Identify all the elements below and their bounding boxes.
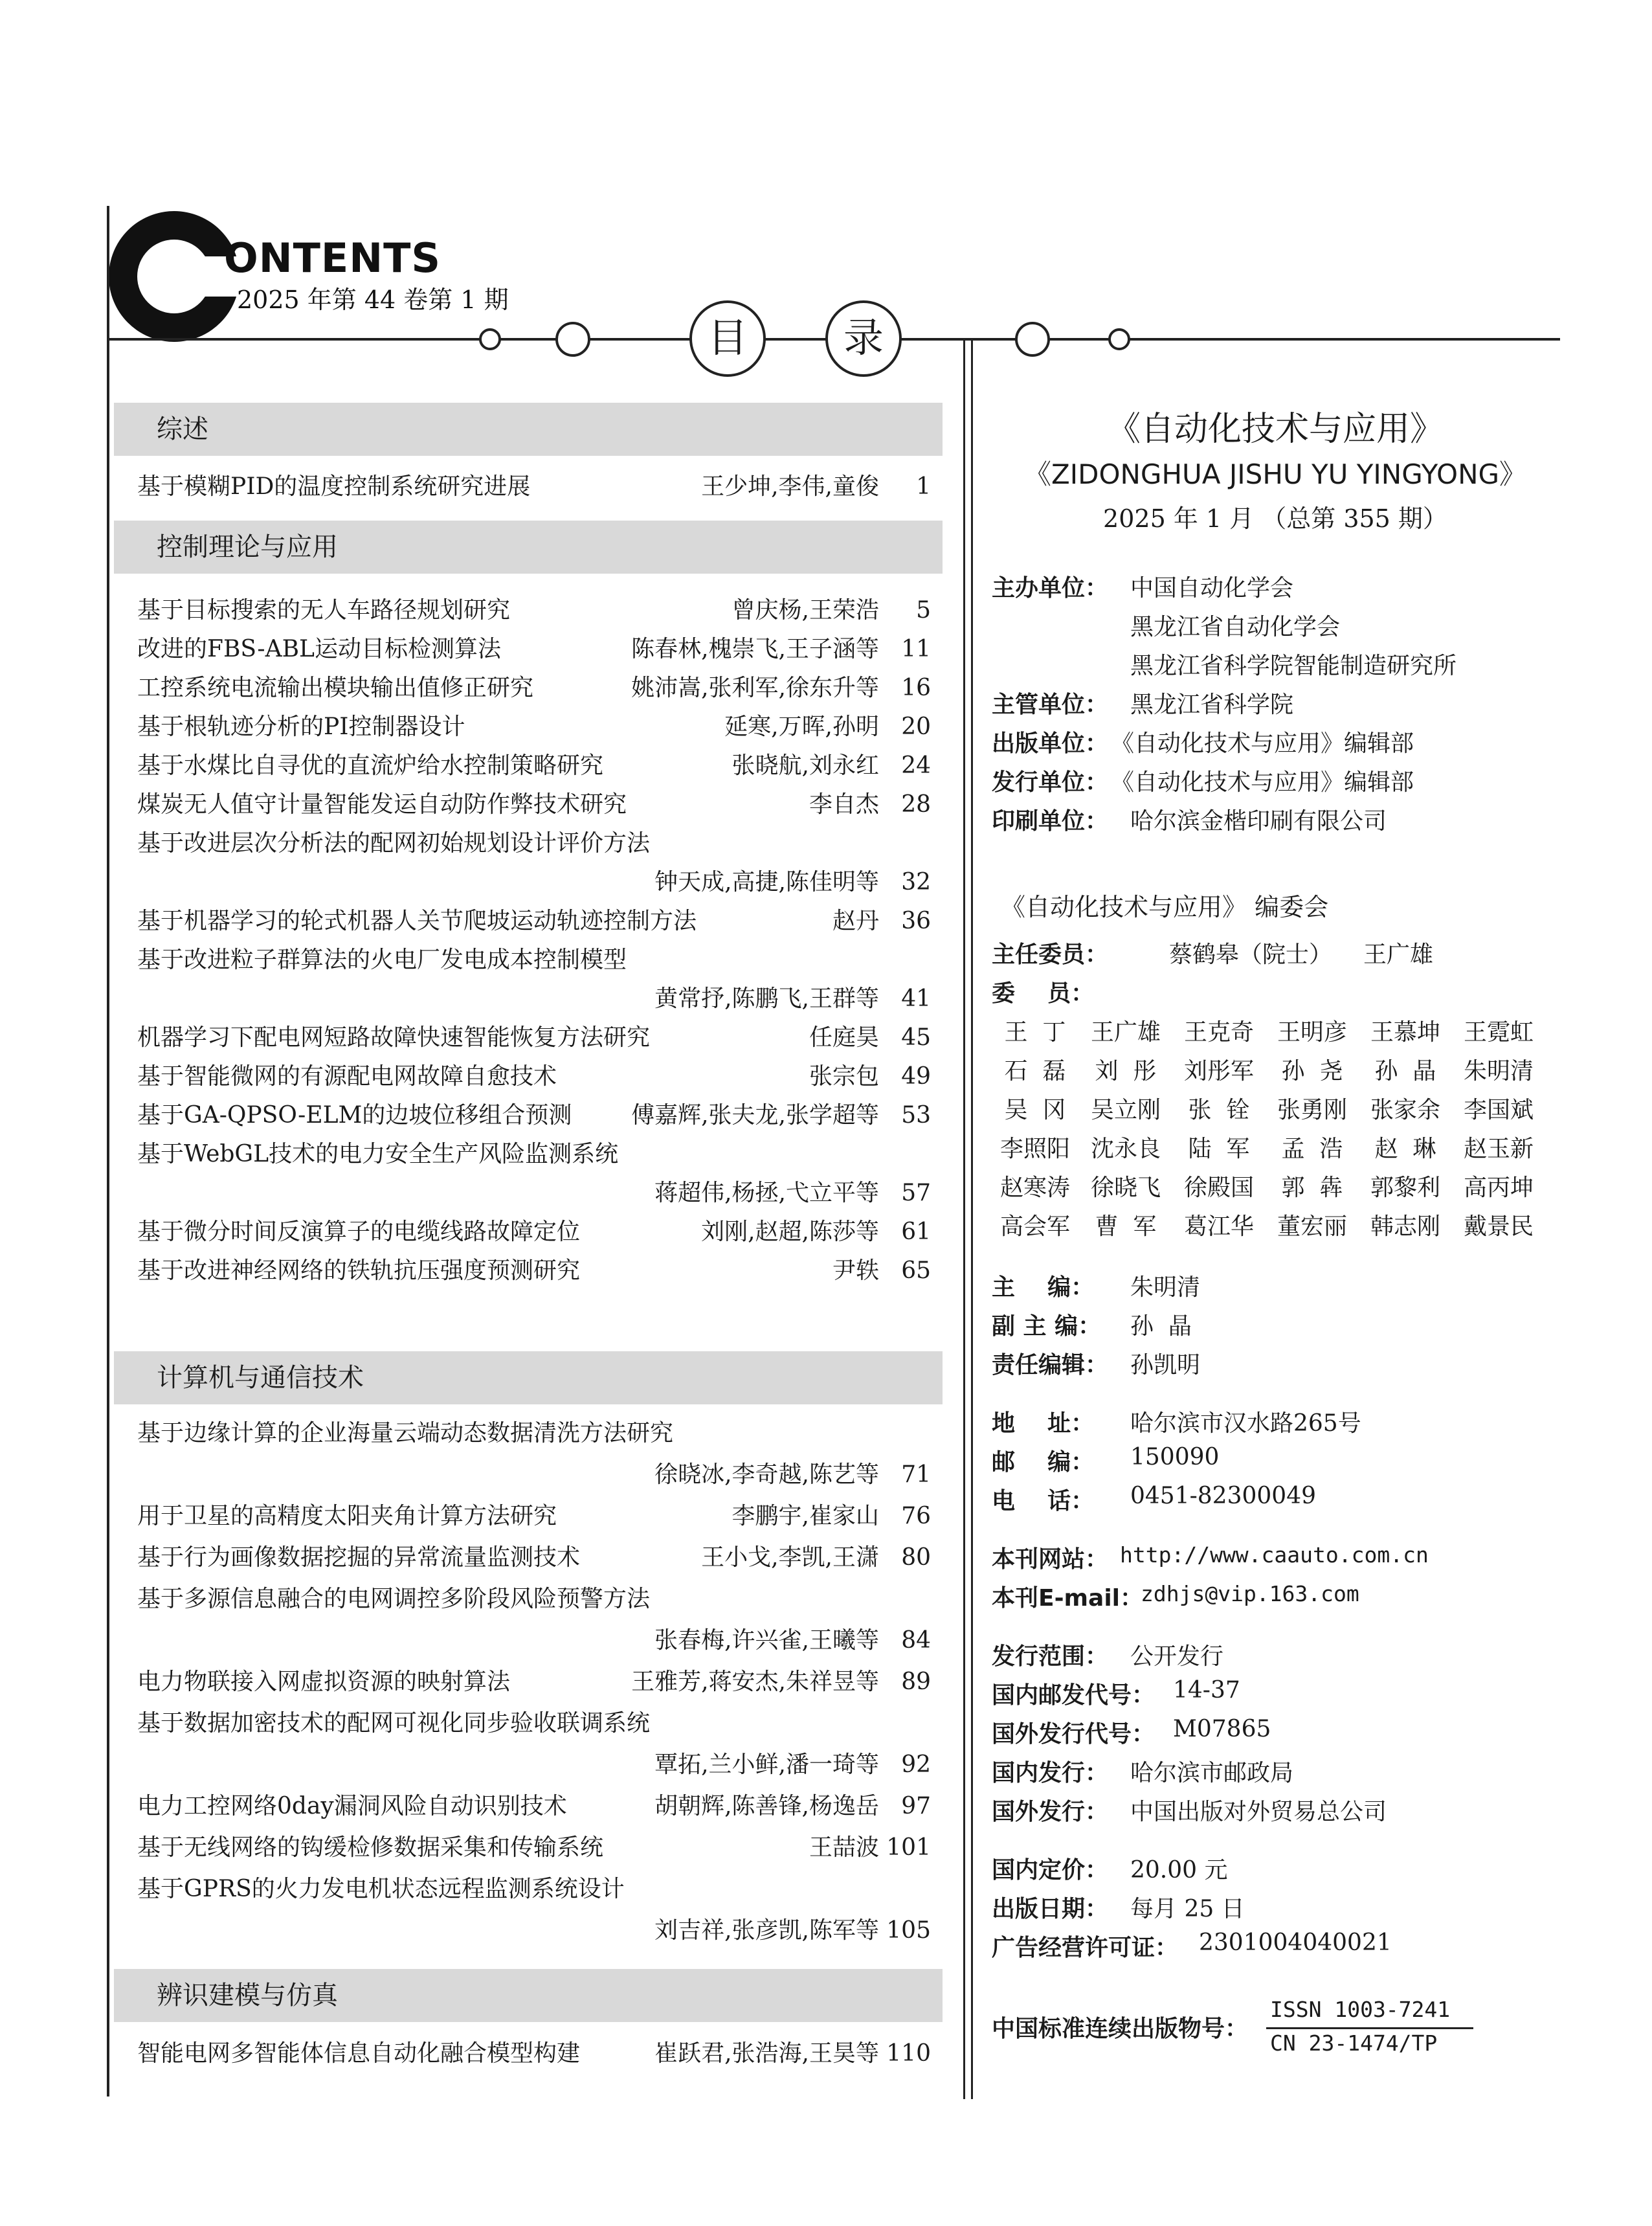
section-header-review: 综述 (114, 403, 943, 456)
toc-entry[interactable] (137, 1832, 931, 1864)
board-member: 徐晓飞 (1090, 1175, 1161, 1201)
toc-title: 机器学习下配电网短路故障快速智能恢复方法研究 (137, 1024, 651, 1051)
toc-entry[interactable] (137, 1022, 931, 1054)
column-divider (963, 338, 965, 2099)
toc-authors: 王雅芳,蒋安杰,朱祥昱等 (631, 1669, 879, 1695)
toc-page: 11 (901, 636, 931, 662)
board-member: 吴 冈 (1004, 1097, 1066, 1123)
journal-issue: 2025 年 1 月 （总第 355 期） (1103, 504, 1447, 533)
issn-fraction-rule (1266, 2027, 1473, 2029)
toc-authors: 王少坤,李伟,童俊 (701, 473, 879, 500)
toc-entry-author-line[interactable] (137, 866, 931, 899)
toc-page: 53 (901, 1102, 931, 1129)
toc-page: 76 (901, 1503, 931, 1529)
toc-title: 基于边缘计算的企业海量云端动态数据清洗方法研究 (137, 1420, 674, 1446)
toc-title: 基于模糊PID的温度控制系统研究进展 (137, 473, 531, 500)
board-member: 王明彦 (1277, 1019, 1347, 1046)
cn-number: CN 23-1474/TP (1270, 2030, 1438, 2056)
price: 20.00 元 (1130, 1857, 1228, 1883)
toc-entry-title-line[interactable] (137, 1707, 931, 1740)
board-member: 戴景民 (1463, 1213, 1534, 1240)
board-heading: 《自动化技术与应用》 编委会 (1001, 893, 1329, 921)
toc-title: 基于微分时间反演算子的电缆线路故障定位 (137, 1219, 581, 1245)
sponsor-2: 黑龙江省自动化学会 (1130, 614, 1341, 640)
toc-authors: 张晓航,刘永红 (731, 752, 879, 779)
publisher: 《自动化技术与应用》编辑部 (1111, 730, 1414, 757)
distributor-label: 发行单位： (992, 769, 1109, 796)
board-member: 徐殿国 (1183, 1175, 1254, 1201)
foreign-code: M07865 (1173, 1716, 1271, 1742)
toc-page: 28 (901, 791, 931, 818)
toc-entry[interactable] (137, 672, 931, 704)
board-member: 张勇刚 (1277, 1097, 1347, 1123)
board-member: 李照阳 (999, 1136, 1070, 1162)
toc-page: 24 (901, 752, 931, 779)
toc-title: 基于机器学习的轮式机器人关节爬坡运动轨迹控制方法 (137, 908, 697, 934)
board-member: 韩志刚 (1370, 1213, 1440, 1240)
chief-editor-label: 主 编： (992, 1274, 1095, 1301)
toc-page: 45 (901, 1024, 931, 1051)
email-link[interactable]: zdhjs@vip.163.com (1141, 1581, 1359, 1606)
toc-page: 16 (901, 675, 931, 701)
postcode-label: 邮 编： (992, 1449, 1095, 1476)
toc-authors: 张宗包 (809, 1063, 879, 1090)
toc-page: 89 (901, 1669, 931, 1695)
toc-authors: 王喆波 (809, 1834, 879, 1861)
column-divider (971, 338, 973, 2099)
toc-entry[interactable] (137, 1099, 931, 1132)
toc-authors: 陈春林,槐崇飞,王子涵等 (631, 636, 879, 662)
toc-entry[interactable] (137, 471, 931, 503)
toc-authors: 徐晓冰,李奇越,陈艺等 (654, 1461, 879, 1488)
board-member: 孟 浩 (1281, 1136, 1343, 1162)
glyph-mu: 目 (689, 300, 766, 377)
sponsor-3: 黑龙江省科学院智能制造研究所 (1130, 653, 1457, 679)
director-label: 主任委员： (992, 941, 1109, 968)
toc-authors: 刘刚,赵超,陈莎等 (701, 1219, 879, 1245)
board-member: 王慕坤 (1370, 1019, 1440, 1046)
director-1: 蔡鹤皋（院士） (1169, 941, 1333, 968)
board-member: 曹 军 (1095, 1213, 1157, 1240)
publisher-label: 出版单位： (992, 730, 1109, 757)
board-member: 高丙坤 (1463, 1175, 1534, 1201)
toc-title: 煤炭无人值守计量智能发运自动防作弊技术研究 (137, 791, 627, 818)
toc-entry[interactable] (137, 1216, 931, 1248)
domestic-distribution: 哈尔滨市邮政局 (1130, 1760, 1294, 1786)
toc-authors: 延寒,万晖,孙明 (724, 714, 879, 740)
toc-entry[interactable] (137, 1542, 931, 1574)
domestic-code-label: 国内邮发代号： (992, 1682, 1155, 1709)
toc-title: 基于WebGL技术的电力安全生产风险监测系统 (137, 1141, 619, 1167)
toc-entry-title-line[interactable] (137, 1583, 931, 1615)
board-member: 郭黎利 (1370, 1175, 1440, 1201)
foreign-distribution-label: 国外发行： (992, 1799, 1109, 1825)
board-member: 吴立刚 (1090, 1097, 1161, 1123)
toc-entry[interactable] (137, 1255, 931, 1287)
toc-title: 基于行为画像数据挖掘的异常流量监测技术 (137, 1544, 581, 1571)
sponsor-1: 中国自动化学会 (1130, 575, 1294, 601)
ornament-dot (1108, 328, 1130, 350)
toc-title: 用于卫星的高精度太阳夹角计算方法研究 (137, 1503, 557, 1529)
board-member: 王广雄 (1090, 1019, 1161, 1046)
toc-entry[interactable] (137, 789, 931, 821)
toc-title: 基于GA-QPSO-ELM的边坡位移组合预测 (137, 1102, 572, 1129)
board-member: 刘彤军 (1183, 1058, 1254, 1085)
toc-entry-author-line[interactable] (137, 1915, 931, 1947)
toc-entry-author-line[interactable] (137, 1459, 931, 1491)
toc-authors: 崔跃君,张浩海,王昊等 (654, 2040, 879, 2067)
journal-title-cn: 《自动化技术与应用》 (1106, 410, 1444, 449)
members-label: 委 员： (992, 980, 1095, 1007)
board-member: 孙 晶 (1374, 1058, 1436, 1085)
toc-authors: 王小戈,李凯,王潇 (701, 1544, 879, 1571)
website-link[interactable]: http://www.caauto.com.cn (1120, 1542, 1429, 1568)
address-label: 地 址： (992, 1410, 1095, 1437)
phone: 0451-82300049 (1130, 1483, 1317, 1509)
toc-entry-author-line[interactable] (137, 983, 931, 1015)
toc-page: 36 (901, 908, 931, 934)
board-member: 赵玉新 (1463, 1136, 1534, 1162)
price-label: 国内定价： (992, 1857, 1109, 1883)
toc-entry-title-line[interactable] (137, 1138, 931, 1171)
toc-authors: 张春梅,许兴雀,王曦等 (654, 1627, 879, 1654)
toc-title: 基于改进粒子群算法的火电厂发电成本控制模型 (137, 947, 627, 973)
toc-title: 电力工控网络0day漏洞风险自动识别技术 (137, 1793, 567, 1819)
toc-entry[interactable] (137, 1061, 931, 1093)
scope: 公开发行 (1130, 1643, 1224, 1670)
toc-page: 71 (901, 1461, 931, 1488)
section-header-modeling: 辨识建模与仿真 (114, 1969, 943, 2022)
deputy-editor-label: 副 主 编： (992, 1313, 1102, 1340)
distributor: 《自动化技术与应用》编辑部 (1111, 769, 1414, 796)
toc-page: 49 (901, 1063, 931, 1090)
toc-page: 57 (901, 1180, 931, 1206)
board-member: 王霓虹 (1463, 1019, 1534, 1046)
ornament-circle (555, 322, 590, 357)
toc-authors: 覃拓,兰小鲜,潘一琦等 (654, 1751, 879, 1778)
supervisor-label: 主管单位： (992, 691, 1109, 718)
toc-page: 5 (916, 597, 931, 624)
issn: ISSN 1003-7241 (1270, 1997, 1451, 2022)
section-header-computing: 计算机与通信技术 (114, 1351, 943, 1404)
ornament-dot (479, 328, 501, 350)
toc-page: 80 (901, 1544, 931, 1571)
address: 哈尔滨市汉水路265号 (1130, 1410, 1361, 1437)
toc-page: 84 (901, 1627, 931, 1654)
toc-entry[interactable] (137, 1666, 931, 1698)
board-member: 郭 犇 (1281, 1175, 1343, 1201)
section-header-control: 控制理论与应用 (114, 521, 943, 574)
toc-authors: 尹轶 (832, 1257, 879, 1284)
toc-title: 工控系统电流输出模块输出值修正研究 (137, 675, 534, 701)
director-2: 王广雄 (1363, 941, 1434, 968)
board-member: 沈永良 (1090, 1136, 1161, 1162)
toc-page: 32 (901, 869, 931, 895)
toc-page: 105 (886, 1917, 931, 1944)
toc-title: 基于改进神经网络的铁轨抗压强度预测研究 (137, 1257, 581, 1284)
sponsor-label: 主办单位： (992, 575, 1109, 601)
toc-page: 61 (901, 1219, 931, 1245)
toc-page: 92 (901, 1751, 931, 1778)
board-member: 赵 琳 (1374, 1136, 1436, 1162)
toc-title: 基于根轨迹分析的PI控制器设计 (137, 714, 465, 740)
glyph-lu: 录 (825, 300, 902, 377)
foreign-code-label: 国外发行代号： (992, 1721, 1155, 1748)
foreign-distribution: 中国出版对外贸易总公司 (1130, 1799, 1387, 1825)
toc-title: 基于GPRS的火力发电机状态远程监测系统设计 (137, 1876, 625, 1902)
pub-date: 每月 25 日 (1130, 1896, 1245, 1922)
toc-authors: 黄常抒,陈鹏飞,王群等 (654, 985, 879, 1012)
journal-title-pinyin: 《ZIDONGHUA JISHU YU YINGYONG》 (1023, 458, 1527, 490)
toc-title: 基于数据加密技术的配网可视化同步验收联调系统 (137, 1710, 651, 1737)
toc-title: 基于智能微网的有源配电网故障自愈技术 (137, 1063, 557, 1090)
toc-title: 基于水煤比自寻优的直流炉给水控制策略研究 (137, 752, 604, 779)
toc-entry-author-line[interactable] (137, 1625, 931, 1657)
toc-page: 41 (901, 985, 931, 1012)
toc-page: 1 (916, 473, 931, 500)
toc-authors: 胡朝辉,陈善锋,杨逸岳 (654, 1793, 879, 1819)
toc-entry[interactable] (137, 1790, 931, 1823)
board-member: 董宏丽 (1277, 1213, 1347, 1240)
printer-label: 印刷单位： (992, 808, 1109, 835)
board-member: 张 铨 (1188, 1097, 1250, 1123)
toc-entry[interactable] (137, 633, 931, 666)
contents-logo-word: ONTENTS (224, 234, 441, 282)
postcode: 150090 (1130, 1444, 1220, 1470)
license-label: 广告经营许可证： (992, 1935, 1179, 1961)
toc-authors: 李鹏宇,崔家山 (731, 1503, 879, 1529)
pub-date-label: 出版日期： (992, 1896, 1109, 1922)
toc-entry-author-line[interactable] (137, 1177, 931, 1209)
deputy-editor: 孙 晶 (1130, 1313, 1192, 1340)
toc-entry-author-line[interactable] (137, 1749, 931, 1781)
website-label: 本刊网站： (992, 1546, 1109, 1573)
board-member: 朱明清 (1463, 1058, 1534, 1085)
toc-entry-title-line[interactable] (137, 827, 931, 860)
board-member: 高会军 (999, 1213, 1070, 1240)
board-member: 赵寒涛 (999, 1175, 1070, 1201)
toc-title: 电力物联接入网虚拟资源的映射算法 (137, 1669, 511, 1695)
board-member: 孙 尧 (1281, 1058, 1343, 1085)
responsible-editor: 孙凯明 (1130, 1352, 1201, 1378)
toc-entry-title-line[interactable] (137, 1873, 931, 1906)
toc-entry[interactable] (137, 1500, 931, 1533)
toc-authors: 曾庆杨,王荣浩 (731, 597, 879, 624)
printer: 哈尔滨金楷印刷有限公司 (1130, 808, 1387, 835)
toc-title: 基于目标搜索的无人车路径规划研究 (137, 597, 511, 624)
toc-authors: 刘吉祥,张彦凯,陈军等 (654, 1917, 879, 1944)
toc-page: 20 (901, 714, 931, 740)
toc-entry-title-line[interactable] (137, 1417, 931, 1450)
responsible-editor-label: 责任编辑： (992, 1352, 1109, 1378)
board-member: 刘 彤 (1095, 1058, 1157, 1085)
board-member: 王克奇 (1183, 1019, 1254, 1046)
contents-logo-c (109, 211, 240, 342)
board-member: 陆 军 (1188, 1136, 1250, 1162)
toc-title: 基于改进层次分析法的配网初始规划设计评价方法 (137, 830, 651, 857)
phone-label: 电 话： (992, 1488, 1095, 1514)
chief-editor: 朱明清 (1130, 1274, 1201, 1301)
email-label: 本刊E-mail： (992, 1585, 1144, 1612)
board-member: 石 磊 (1004, 1058, 1066, 1085)
domestic-code: 14-37 (1173, 1677, 1240, 1703)
toc-authors: 姚沛嵩,张利军,徐东升等 (631, 675, 879, 701)
toc-title: 改进的FBS-ABL运动目标检测算法 (137, 636, 501, 662)
toc-authors: 钟天成,高捷,陈佳明等 (654, 869, 879, 895)
toc-authors: 傅嘉辉,张夫龙,张学超等 (631, 1102, 879, 1129)
toc-page: 97 (901, 1793, 931, 1819)
toc-entry[interactable] (137, 2038, 931, 2070)
toc-authors: 李自杰 (809, 791, 879, 818)
toc-page: 65 (901, 1257, 931, 1284)
board-member: 李国斌 (1463, 1097, 1534, 1123)
toc-entry[interactable] (137, 594, 931, 627)
scope-label: 发行范围： (992, 1643, 1109, 1670)
ornament-circle (1015, 322, 1050, 357)
toc-authors: 赵丹 (832, 908, 879, 934)
toc-title: 智能电网多智能体信息自动化融合模型构建 (137, 2040, 581, 2067)
board-member: 葛江华 (1183, 1213, 1254, 1240)
toc-title: 基于无线网络的钩缓检修数据采集和传输系统 (137, 1834, 604, 1861)
supervisor: 黑龙江省科学院 (1130, 691, 1294, 718)
toc-entry[interactable] (137, 905, 931, 938)
serial-label: 中国标准连续出版物号： (992, 2016, 1249, 2042)
toc-page: 101 (886, 1834, 931, 1861)
toc-title: 基于多源信息融合的电网调控多阶段风险预警方法 (137, 1586, 651, 1612)
domestic-distribution-label: 国内发行： (992, 1760, 1109, 1786)
toc-entry[interactable] (137, 750, 931, 782)
board-member: 王 丁 (1004, 1019, 1066, 1046)
toc-entry[interactable] (137, 711, 931, 743)
toc-page: 110 (886, 2040, 931, 2067)
license: 2301004040021 (1199, 1929, 1392, 1956)
left-border-rule (107, 206, 109, 2097)
toc-authors: 任庭昊 (809, 1024, 879, 1051)
toc-authors: 蒋超伟,杨拯,弋立平等 (654, 1180, 879, 1206)
board-member: 张家余 (1370, 1097, 1440, 1123)
issue-line: 2025 年第 44 卷第 1 期 (237, 286, 509, 314)
toc-entry-title-line[interactable] (137, 944, 931, 976)
